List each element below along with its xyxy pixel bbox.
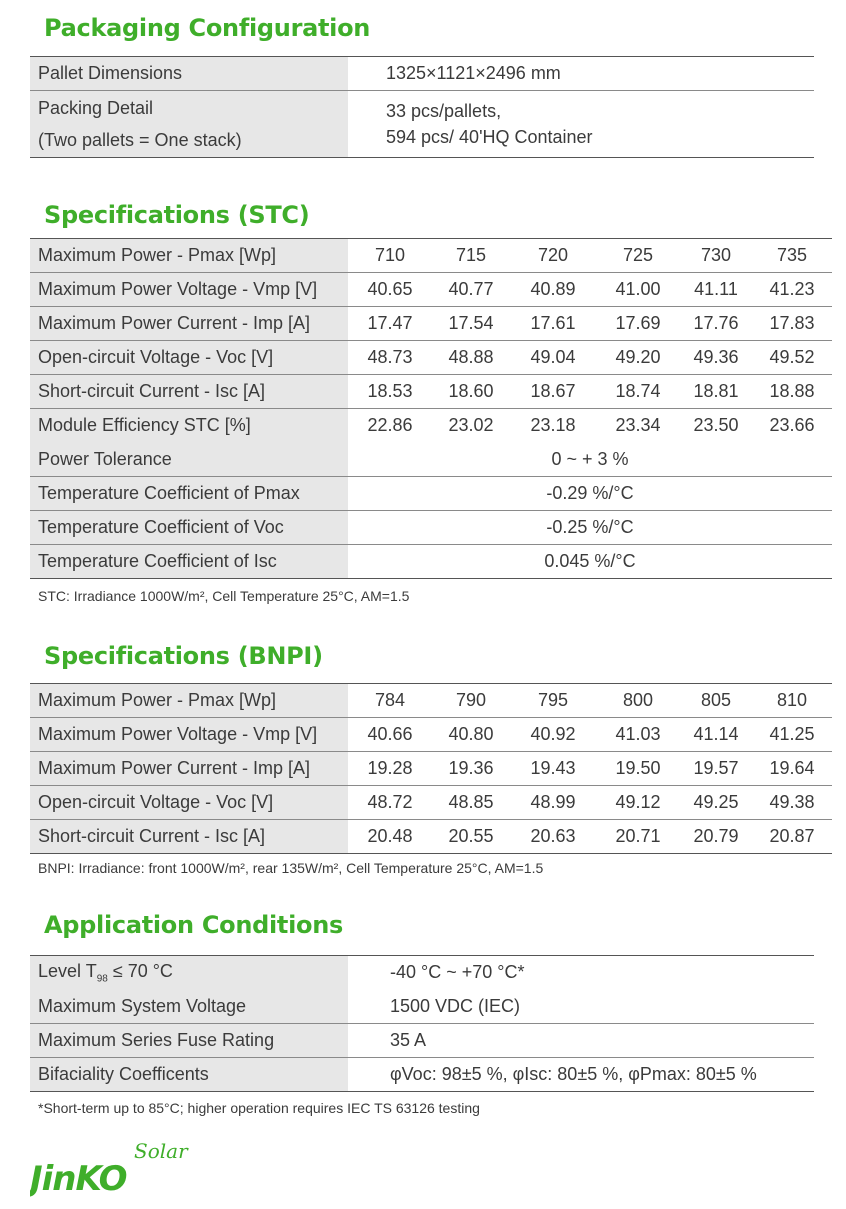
- table-row: [30, 990, 814, 1024]
- packing-detail-value-2: 594 pcs/ 40'HQ Container: [386, 127, 593, 147]
- level-suffix: ≤ 70 °C: [107, 960, 173, 981]
- spec-value: 18.67: [510, 375, 596, 409]
- table-row: [30, 239, 832, 273]
- application-note: *Short-term up to 85°C; higher operation requires IEC TS 63126 testing: [38, 1100, 480, 1116]
- application-table: [30, 955, 814, 1092]
- level-t98-value: -40 °C ~ +70 °C*: [390, 962, 525, 983]
- spec-value: -0.25 %/°C: [348, 511, 832, 545]
- spec-value: 18.53: [348, 375, 432, 409]
- spec-value: 800: [596, 684, 680, 718]
- table-row: [30, 1058, 814, 1092]
- spec-value: 40.66: [348, 718, 432, 752]
- bnpi-table: [30, 683, 832, 854]
- table-row: [30, 684, 832, 718]
- condition-value: 35 A: [348, 1024, 814, 1058]
- spec-label: Maximum Power Voltage - Vmp [V]: [30, 273, 348, 307]
- application-title: Application Conditions: [44, 911, 343, 939]
- spec-value: 41.23: [752, 273, 832, 307]
- spec-value: 18.88: [752, 375, 832, 409]
- spec-value: 41.00: [596, 273, 680, 307]
- spec-value: 19.43: [510, 752, 596, 786]
- spec-value: 22.86: [367, 415, 413, 436]
- spec-value: 23.18: [530, 415, 576, 436]
- spec-value: 20.63: [530, 826, 576, 846]
- spec-value: 17.47: [348, 307, 432, 341]
- spec-value: 720: [510, 239, 596, 273]
- spec-value: 715: [432, 239, 510, 273]
- spec-value: 17.83: [752, 307, 832, 341]
- spec-value: 49.38: [752, 786, 832, 820]
- level-subscript: 98: [96, 973, 108, 985]
- spec-label: Maximum Power Voltage - Vmp [V]: [30, 718, 348, 752]
- table-row: [30, 307, 832, 341]
- spec-value: 20.48: [367, 826, 413, 846]
- stc-title: Specifications (STC): [44, 201, 310, 229]
- spec-value: 730: [680, 239, 752, 273]
- pallet-dimensions-value: 1325×1121×2496 mm: [348, 57, 814, 91]
- bnpi-title: Specifications (BNPI): [44, 642, 323, 670]
- spec-value: -0.29 %/°C: [348, 477, 832, 511]
- spec-label: Temperature Coefficient of Voc: [30, 511, 348, 545]
- spec-label: Open-circuit Voltage - Voc [V]: [30, 786, 348, 820]
- condition-value: 1500 VDC (IEC): [348, 990, 814, 1024]
- spec-label: Temperature Coefficient of Isc: [30, 545, 348, 579]
- table-row: [30, 443, 832, 477]
- spec-value: 41.11: [680, 273, 752, 307]
- spec-value: 19.28: [348, 752, 432, 786]
- spec-value: 0 ~ + 3 %: [348, 443, 832, 477]
- spec-value: 49.25: [680, 786, 752, 820]
- spec-value: 790: [432, 684, 510, 718]
- table-row: [30, 956, 814, 990]
- table-row: [30, 91, 814, 158]
- level-prefix: Level T: [38, 960, 97, 981]
- spec-label: Maximum Power - Pmax [Wp]: [30, 239, 348, 273]
- spec-value: 17.54: [432, 307, 510, 341]
- table-row: [30, 409, 832, 443]
- spec-value: 41.25: [752, 718, 832, 752]
- spec-value: 784: [348, 684, 432, 718]
- spec-value: 19.64: [752, 752, 832, 786]
- spec-value: 48.72: [348, 786, 432, 820]
- logo-brand: JinKO: [30, 1159, 127, 1198]
- condition-label: Maximum Series Fuse Rating: [30, 1024, 348, 1058]
- spec-value: 19.50: [596, 752, 680, 786]
- spec-label: Open-circuit Voltage - Voc [V]: [30, 341, 348, 375]
- condition-value: φVoc: 98±5 %, φIsc: 80±5 %, φPmax: 80±5 %: [390, 1064, 757, 1084]
- spec-value: 49.12: [596, 786, 680, 820]
- spec-label: Module Efficiency STC [%]: [30, 409, 348, 443]
- spec-value: 18.60: [432, 375, 510, 409]
- table-row: [30, 341, 832, 375]
- condition-label: Bifaciality Coefficents: [30, 1058, 348, 1092]
- spec-value: 40.80: [432, 718, 510, 752]
- spec-value: 40.92: [510, 718, 596, 752]
- table-row: [30, 511, 832, 545]
- spec-value: 23.02: [448, 415, 494, 436]
- spec-value: 0.045 %/°C: [544, 551, 636, 571]
- spec-value: 17.61: [510, 307, 596, 341]
- spec-value: 49.20: [596, 341, 680, 375]
- spec-label: Maximum Power Current - Imp [A]: [30, 307, 348, 341]
- spec-value: 20.55: [448, 826, 494, 846]
- stc-table: [30, 238, 832, 579]
- table-row: [30, 57, 814, 91]
- table-row: [30, 752, 832, 786]
- spec-value: 805: [680, 684, 752, 718]
- table-row: [30, 786, 832, 820]
- spec-value: 17.69: [596, 307, 680, 341]
- packing-detail-label: [30, 91, 348, 158]
- spec-value: 19.36: [432, 752, 510, 786]
- spec-value: 40.65: [348, 273, 432, 307]
- spec-value: 20.87: [769, 826, 815, 846]
- spec-value: 48.88: [432, 341, 510, 375]
- spec-value: 735: [752, 239, 832, 273]
- pallet-dimensions-label: Pallet Dimensions: [30, 57, 348, 91]
- spec-value: 23.50: [693, 415, 739, 436]
- spec-label: Short-circuit Current - Isc [A]: [30, 375, 348, 409]
- stc-note: STC: Irradiance 1000W/m², Cell Temperature 25°C, AM=1.5: [38, 588, 410, 604]
- table-row: [30, 375, 832, 409]
- spec-value: 18.81: [680, 375, 752, 409]
- packing-detail-line-1: Packing Detail: [38, 98, 154, 118]
- condition-label: Maximum System Voltage: [30, 990, 348, 1024]
- spec-label: Maximum Power - Pmax [Wp]: [30, 684, 348, 718]
- spec-label: Short-circuit Current - Isc [A]: [30, 820, 348, 854]
- packaging-title: Packaging Configuration: [44, 14, 371, 42]
- table-row: [30, 1024, 814, 1058]
- spec-value: 710: [348, 239, 432, 273]
- packing-detail-line-2: (Two pallets = One stack): [38, 130, 242, 150]
- jinko-solar-logo: [30, 1138, 210, 1198]
- level-t98-label: [30, 956, 348, 990]
- spec-value: 41.14: [680, 718, 752, 752]
- table-row: [30, 273, 832, 307]
- spec-value: 49.52: [752, 341, 832, 375]
- packing-detail-value-1: 33 pcs/pallets,: [386, 101, 502, 121]
- spec-value: 18.74: [596, 375, 680, 409]
- spec-value: 795: [510, 684, 596, 718]
- table-row: [30, 545, 832, 579]
- spec-value: 48.73: [348, 341, 432, 375]
- spec-value: 23.34: [615, 415, 661, 436]
- spec-value: 23.66: [769, 415, 815, 436]
- bnpi-note: BNPI: Irradiance: front 1000W/m², rear 135W/m², Cell Temperature 25°C, AM=1.5: [38, 860, 544, 876]
- spec-value: 41.03: [596, 718, 680, 752]
- spec-value: 725: [596, 239, 680, 273]
- packaging-table: [30, 56, 814, 158]
- spec-value: 49.04: [510, 341, 596, 375]
- spec-value: 48.99: [510, 786, 596, 820]
- spec-value: 20.71: [615, 826, 661, 846]
- table-row: [30, 477, 832, 511]
- packing-detail-value: [348, 91, 814, 158]
- spec-value: 40.89: [510, 273, 596, 307]
- spec-label: Maximum Power Current - Imp [A]: [30, 752, 348, 786]
- spec-label: Temperature Coefficient of Pmax: [30, 477, 348, 511]
- table-row: [30, 718, 832, 752]
- table-row: [30, 820, 832, 854]
- spec-value: 19.57: [680, 752, 752, 786]
- spec-value: 810: [752, 684, 832, 718]
- spec-value: 48.85: [432, 786, 510, 820]
- spec-value: 17.76: [680, 307, 752, 341]
- spec-value: 49.36: [680, 341, 752, 375]
- spec-label: Power Tolerance: [30, 443, 348, 477]
- logo-tagline: Solar: [134, 1139, 188, 1163]
- spec-value: 40.77: [432, 273, 510, 307]
- spec-value: 20.79: [693, 826, 739, 846]
